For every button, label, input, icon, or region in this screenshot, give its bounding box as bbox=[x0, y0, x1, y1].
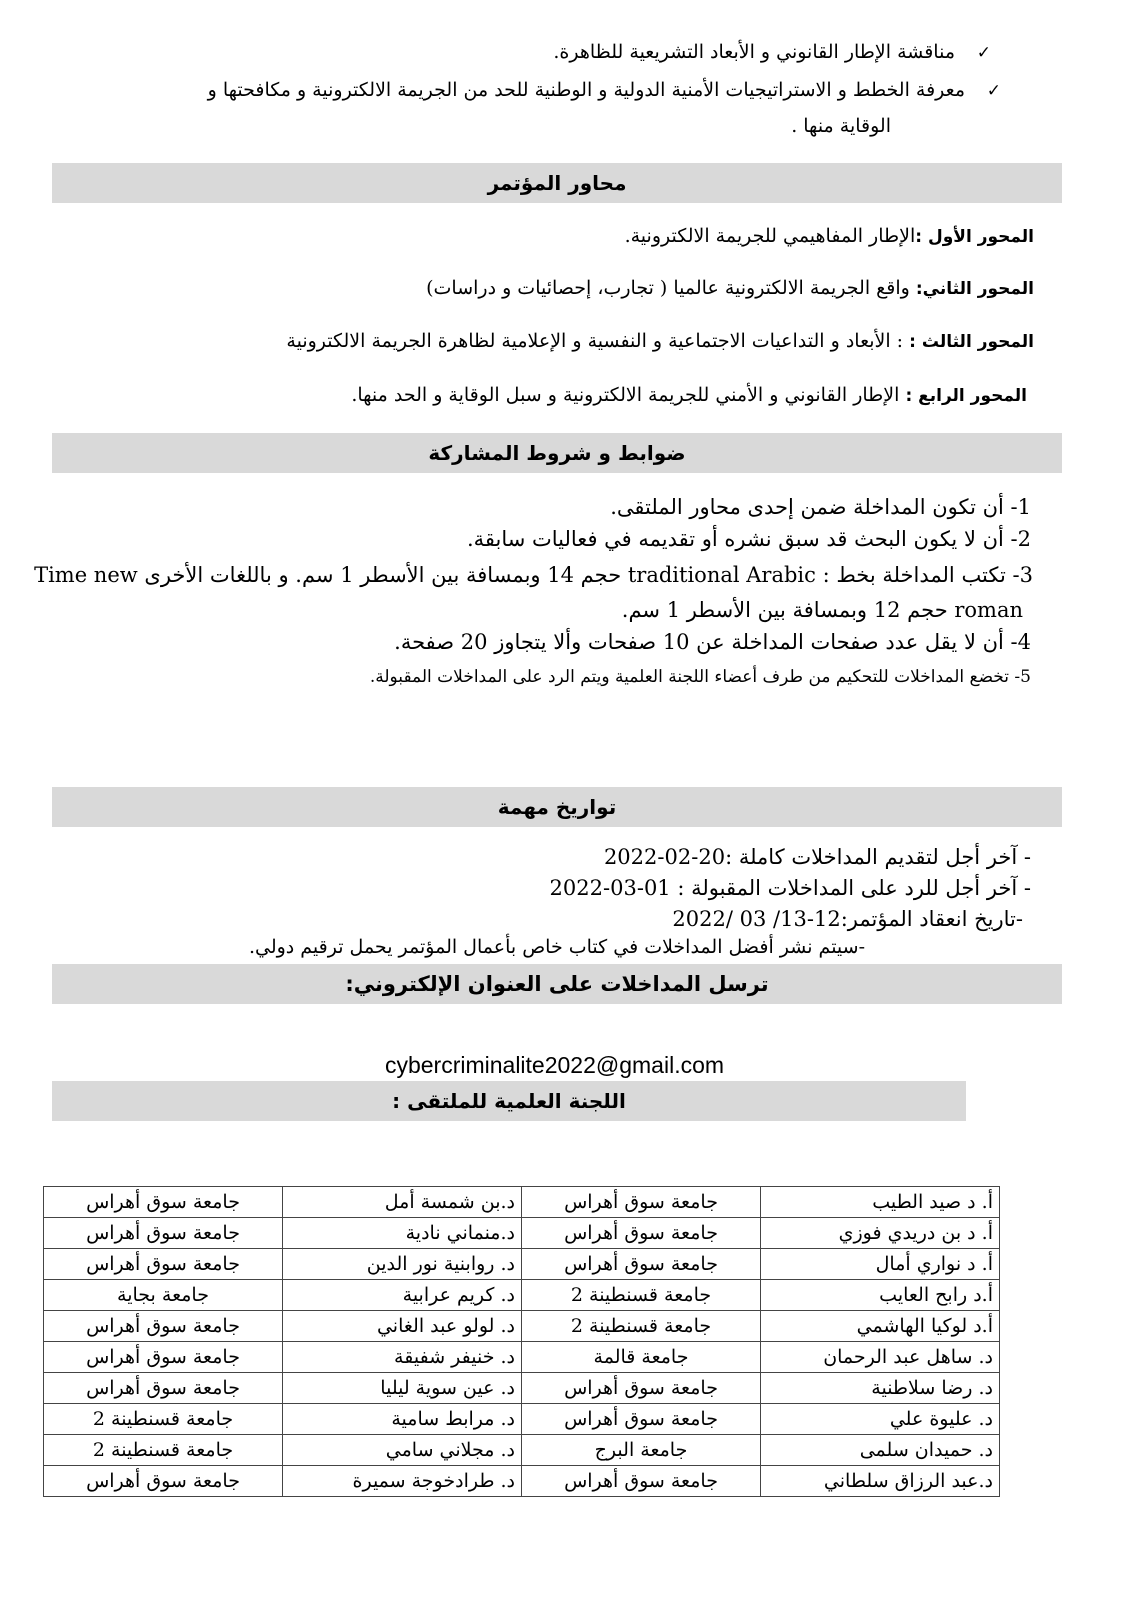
member-name-cell: د.منماني نادية bbox=[283, 1218, 522, 1249]
university-cell: جامعة سوق أهراس bbox=[522, 1218, 761, 1249]
table-row bbox=[44, 1311, 1000, 1342]
condition-item-1: 1- أن تكون المداخلة ضمن إحدى محاور الملتقى. bbox=[610, 495, 1031, 519]
university-cell: جامعة سوق أهراس bbox=[44, 1187, 283, 1218]
submission-email[interactable]: cybercriminalite2022@gmail.com bbox=[384, 1052, 725, 1078]
condition-item-3: 3- تكتب المداخلة بخط : traditional Arabic حجم 14 وبمسافة بين الأسطر 1 سم. و باللغات الأخرى Time new bbox=[34, 563, 1033, 587]
university-cell: جامعة قالمة bbox=[522, 1342, 761, 1373]
university-cell: جامعة سوق أهراس bbox=[522, 1373, 761, 1404]
university-cell: جامعة سوق أهراس bbox=[44, 1342, 283, 1373]
member-name-cell: د. حميدان سلمى bbox=[761, 1435, 1000, 1466]
university-cell: جامعة قسنطينة 2 bbox=[522, 1280, 761, 1311]
axis-item-4 bbox=[27, 384, 1027, 406]
university-cell: جامعة سوق أهراس bbox=[44, 1373, 283, 1404]
table-row bbox=[44, 1373, 1000, 1404]
member-name-cell: أ.د لوكيا الهاشمي bbox=[761, 1311, 1000, 1342]
objective-text-continued: الوقاية منها . bbox=[791, 115, 891, 137]
university-cell: جامعة بجاية bbox=[44, 1280, 283, 1311]
university-cell: جامعة سوق أهراس bbox=[522, 1187, 761, 1218]
table-row bbox=[44, 1466, 1000, 1497]
member-name-cell: د. مرابط سامية bbox=[283, 1404, 522, 1435]
member-name-cell: د. خنيفر شفيقة bbox=[283, 1342, 522, 1373]
section-header-dates: تواريخ مهمة bbox=[52, 787, 1062, 827]
university-cell: جامعة سوق أهراس bbox=[522, 1404, 761, 1435]
axis-text: الإطار المفاهيمي للجريمة الالكترونية. bbox=[624, 225, 916, 247]
member-name-cell: د.عبد الرزاق سلطاني bbox=[761, 1466, 1000, 1497]
university-cell: جامعة البرج bbox=[522, 1435, 761, 1466]
axis-text: الإطار القانوني و الأمني للجريمة الالكترونية و سبل الوقاية و الحد منها. bbox=[351, 384, 906, 406]
university-cell: جامعة سوق أهراس bbox=[44, 1466, 283, 1497]
section-header-axes: محاور المؤتمر bbox=[52, 163, 1062, 203]
axis-label: المحور الرابع : bbox=[905, 386, 1027, 406]
member-name-cell: أ. د نواري أمال bbox=[761, 1249, 1000, 1280]
member-name-cell: أ. د صيد الطيب bbox=[761, 1187, 1000, 1218]
condition-item-4: 4- أن لا يقل عدد صفحات المداخلة عن 10 صفحات وألا يتجاوز 20 صفحة. bbox=[394, 630, 1031, 654]
member-name-cell: أ.د رابح العايب bbox=[761, 1280, 1000, 1311]
date-item-1: - آخر أجل لتقديم المداخلات كاملة :20-02-2022 bbox=[603, 845, 1031, 869]
axis-label: المحور الثالث : bbox=[909, 332, 1034, 352]
condition-item-2: 2- أن لا يكون البحث قد سبق نشره أو تقديمه في فعاليات سابقة. bbox=[466, 527, 1031, 551]
member-name-cell: د. ساهل عبد الرحمان bbox=[761, 1342, 1000, 1373]
axis-text: : الأبعاد و التداعيات الاجتماعية و النفسية و الإعلامية لظاهرة الجريمة الالكترونية bbox=[286, 330, 910, 352]
member-name-cell: د.بن شمسة أمل bbox=[283, 1187, 522, 1218]
table-row bbox=[44, 1187, 1000, 1218]
university-cell: جامعة سوق أهراس bbox=[522, 1249, 761, 1280]
member-name-cell: د. عليوة علي bbox=[761, 1404, 1000, 1435]
university-cell: جامعة سوق أهراس bbox=[44, 1249, 283, 1280]
member-name-cell: أ. د بن دريدي فوزي bbox=[761, 1218, 1000, 1249]
table-row bbox=[44, 1280, 1000, 1311]
check-icon: ✓ bbox=[976, 43, 991, 63]
table-row bbox=[44, 1249, 1000, 1280]
table-row bbox=[44, 1404, 1000, 1435]
condition-item-5: 5- تخضع المداخلات للتحكيم من طرف أعضاء اللجنة العلمية ويتم الرد على المداخلات المقبولة. bbox=[369, 667, 1031, 687]
table-row bbox=[44, 1218, 1000, 1249]
university-cell: جامعة سوق أهراس bbox=[522, 1466, 761, 1497]
objective-text: معرفة الخطط و الاستراتيجيات الأمنية الدولية و الوطنية للحد من الجريمة الالكترونية و مكافحتها و bbox=[207, 79, 965, 101]
axis-item-1 bbox=[34, 225, 1034, 247]
objective-item bbox=[1, 78, 1001, 103]
member-name-cell: د. لولو عبد الغاني bbox=[283, 1311, 522, 1342]
axis-text: واقع الجريمة الالكترونية عالميا ( تجارب، إحصائيات و دراسات) bbox=[426, 277, 916, 299]
section-header-committee: اللجنة العلمية للملتقى : bbox=[52, 1081, 966, 1121]
objective-text: مناقشة الإطار القانوني و الأبعاد التشريعية للظاهرة. bbox=[553, 41, 955, 63]
check-icon: ✓ bbox=[986, 81, 1001, 101]
member-name-cell: د. رضا سلاطنية bbox=[761, 1373, 1000, 1404]
axis-item-3 bbox=[34, 330, 1034, 352]
member-name-cell: د. عين سوية ليليا bbox=[283, 1373, 522, 1404]
table-row bbox=[44, 1435, 1000, 1466]
university-cell: جامعة سوق أهراس bbox=[44, 1311, 283, 1342]
university-cell: جامعة قسنطينة 2 bbox=[522, 1311, 761, 1342]
committee-table bbox=[43, 1186, 1000, 1497]
university-cell: جامعة سوق أهراس bbox=[44, 1218, 283, 1249]
member-name-cell: د. مجلاني سامي bbox=[283, 1435, 522, 1466]
member-name-cell: د. طرادخوجة سميرة bbox=[283, 1466, 522, 1497]
section-header-submission: ترسل المداخلات على العنوان الإلكتروني: bbox=[52, 964, 1062, 1004]
member-name-cell: د. كريم عرابية bbox=[283, 1280, 522, 1311]
section-header-conditions: ضوابط و شروط المشاركة bbox=[52, 433, 1062, 473]
axis-label: المحور الأول : bbox=[915, 227, 1034, 247]
axis-item-2 bbox=[34, 277, 1034, 299]
member-name-cell: د. روابنية نور الدين bbox=[283, 1249, 522, 1280]
table-row bbox=[44, 1342, 1000, 1373]
date-item-4: -سيتم نشر أفضل المداخلات في كتاب خاص بأعمال المؤتمر يحمل ترقيم دولي. bbox=[248, 936, 865, 958]
university-cell: جامعة قسنطينة 2 bbox=[44, 1404, 283, 1435]
condition-item-3-continued: roman حجم 12 وبمسافة بين الأسطر 1 سم. bbox=[621, 598, 1023, 622]
date-item-2: - آخر أجل للرد على المداخلات المقبولة : 01-03-2022 bbox=[549, 876, 1031, 900]
axis-label: المحور الثاني: bbox=[915, 279, 1034, 299]
university-cell: جامعة قسنطينة 2 bbox=[44, 1435, 283, 1466]
date-item-3: -تاريخ انعقاد المؤتمر:12-13/ 03 /2022 bbox=[672, 907, 1023, 931]
objective-item bbox=[91, 40, 991, 65]
